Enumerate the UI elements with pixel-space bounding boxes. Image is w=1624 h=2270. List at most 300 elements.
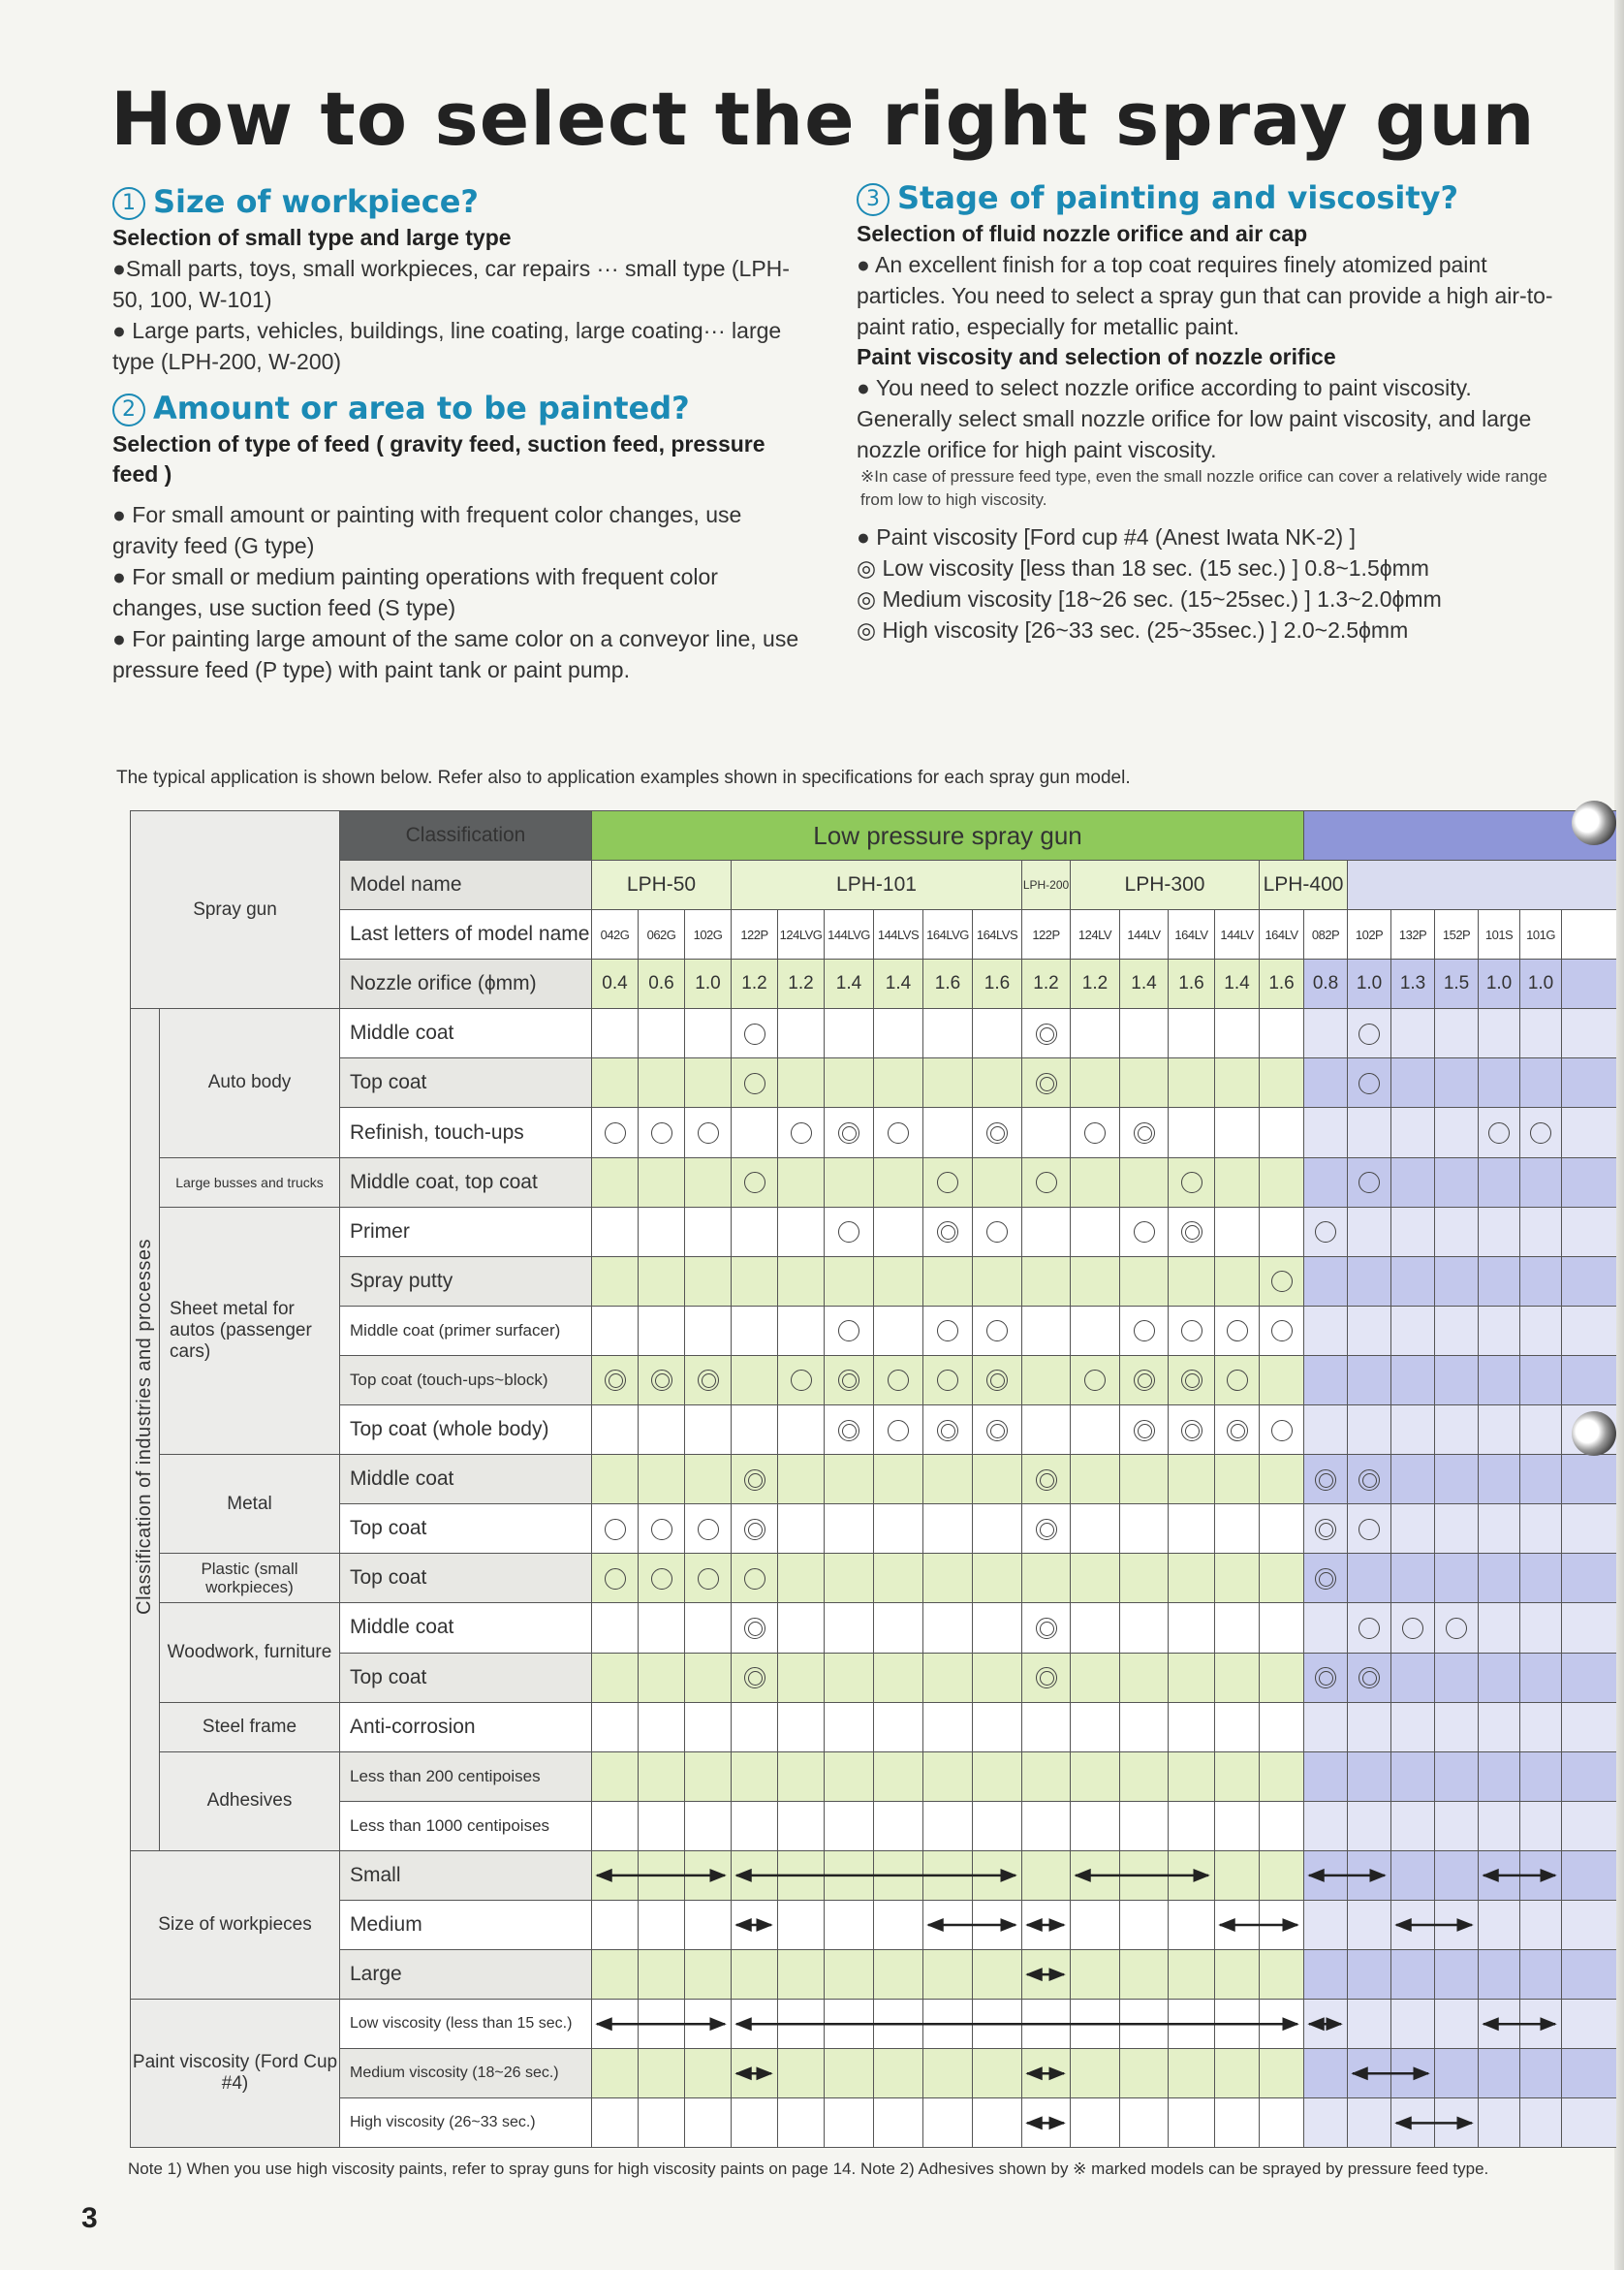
table-cell <box>685 1009 732 1058</box>
filler-cell <box>1562 1653 1616 1702</box>
table-cell <box>1071 1455 1120 1504</box>
double-circle-icon <box>986 1420 1008 1441</box>
table-cell <box>639 1554 685 1603</box>
table-cell <box>732 1455 778 1504</box>
table-cell <box>923 2098 973 2148</box>
table-cell <box>1435 2049 1479 2098</box>
table-cell <box>1071 1900 1120 1949</box>
table-cell <box>732 1751 778 1801</box>
table-cell <box>1120 1850 1169 1900</box>
section2-heading-text: Amount or area to be painted? <box>153 390 690 426</box>
table-cell <box>639 1405 685 1455</box>
table-cell <box>639 1058 685 1108</box>
table-cell <box>1120 1306 1169 1355</box>
process-label: Primer <box>340 1207 592 1256</box>
double-circle-icon <box>986 1370 1008 1391</box>
table-cell <box>1479 1900 1520 1949</box>
table-cell <box>639 2049 685 2098</box>
model-suffix: 144LVS <box>874 910 923 960</box>
table-cell <box>778 1653 825 1702</box>
table-cell <box>1520 1702 1562 1751</box>
table-cell <box>1120 1405 1169 1455</box>
table-cell <box>1479 1009 1520 1058</box>
model-suffix: 062G <box>639 910 685 960</box>
table-cell <box>732 2049 778 2098</box>
filler-cell <box>1562 1207 1616 1256</box>
section2-number: 2 <box>112 394 145 426</box>
table-cell <box>639 1653 685 1702</box>
table-cell <box>732 1058 778 1108</box>
table-cell <box>592 1058 639 1108</box>
process-label: Top coat (touch-ups~block) <box>340 1355 592 1404</box>
table-cell <box>1120 1455 1169 1504</box>
double-circle-icon <box>651 1370 672 1391</box>
model-name-blue <box>1348 861 1616 910</box>
double-circle-icon <box>698 1370 719 1391</box>
nozzle-value: 1.0 <box>1348 960 1391 1009</box>
table-cell <box>1391 1207 1435 1256</box>
table-cell <box>592 1504 639 1554</box>
table-cell <box>1479 1554 1520 1603</box>
model-name-0: LPH-50 <box>592 861 732 910</box>
table-cell <box>825 1554 874 1603</box>
circle-icon <box>888 1122 909 1144</box>
circle-icon <box>651 1568 672 1590</box>
circle-icon <box>888 1370 909 1391</box>
table-cell <box>592 1405 639 1455</box>
process-label: Refinish, touch-ups <box>340 1108 592 1157</box>
filler-cell <box>1562 1801 1616 1850</box>
table-cell <box>1022 1900 1071 1949</box>
filler-cell <box>1562 1554 1616 1603</box>
double-circle-icon <box>986 1122 1008 1144</box>
process-label: Top coat <box>340 1653 592 1702</box>
table-cell <box>825 1653 874 1702</box>
table-cell <box>1120 2000 1169 2049</box>
process-label: Middle coat, top coat <box>340 1157 592 1207</box>
table-cell <box>1260 2049 1304 2098</box>
table-cell <box>923 1207 973 1256</box>
circle-icon <box>1271 1320 1293 1341</box>
nozzle-value: 1.2 <box>1071 960 1120 1009</box>
process-label: Middle coat <box>340 1455 592 1504</box>
circle-icon <box>1227 1320 1248 1341</box>
table-cell <box>732 1900 778 1949</box>
model-suffix: 132P <box>1391 910 1435 960</box>
table-cell <box>1304 1058 1348 1108</box>
table-cell <box>923 1603 973 1653</box>
table-cell <box>1348 1653 1391 1702</box>
table-cell <box>1260 1504 1304 1554</box>
double-circle-icon <box>1181 1221 1202 1243</box>
process-label: Middle coat (primer surfacer) <box>340 1306 592 1355</box>
blue-header <box>1304 811 1616 861</box>
filler-cell <box>1562 1355 1616 1404</box>
table-cell <box>685 1504 732 1554</box>
table-cell <box>825 1801 874 1850</box>
double-circle-icon <box>1315 1667 1336 1688</box>
table-cell <box>732 1653 778 1702</box>
table-cell <box>1215 1950 1260 2000</box>
table-cell <box>1520 1850 1562 1900</box>
table-cell <box>1435 1653 1479 1702</box>
table-cell <box>1120 1256 1169 1306</box>
table-cell <box>1348 1207 1391 1256</box>
table-cell <box>1120 1554 1169 1603</box>
table-cell <box>1520 1009 1562 1058</box>
circle-icon <box>937 1320 958 1341</box>
double-circle-icon <box>838 1122 859 1144</box>
table-cell <box>778 1108 825 1157</box>
industries-label-cell <box>131 1009 160 1851</box>
table-cell <box>639 1108 685 1157</box>
table-cell <box>1479 1504 1520 1554</box>
table-cell <box>639 1950 685 2000</box>
table-cell <box>1304 1207 1348 1256</box>
table-cell <box>825 1207 874 1256</box>
double-circle-icon <box>1036 1469 1057 1491</box>
table-cell <box>592 1355 639 1404</box>
table-cell <box>1348 2098 1391 2148</box>
table-cell <box>1304 1950 1348 2000</box>
table-cell <box>639 1157 685 1207</box>
table-cell <box>1348 1108 1391 1157</box>
model-name-label: Model name <box>340 861 592 910</box>
table-cell <box>1215 2000 1260 2049</box>
circle-icon <box>838 1221 859 1243</box>
table-cell <box>592 1603 639 1653</box>
process-label: Middle coat <box>340 1603 592 1653</box>
table-cell <box>1215 1900 1260 1949</box>
filler-cell <box>1562 1702 1616 1751</box>
table-cell <box>1169 1801 1215 1850</box>
table-cell <box>732 1108 778 1157</box>
table-cell <box>778 2049 825 2098</box>
table-cell <box>825 2000 874 2049</box>
table-cell <box>1391 1355 1435 1404</box>
model-suffix: 102G <box>685 910 732 960</box>
double-circle-icon <box>1036 1073 1057 1094</box>
table-cell <box>1169 1603 1215 1653</box>
table-cell <box>1348 1554 1391 1603</box>
table-cell <box>639 1504 685 1554</box>
nozzle-value: 1.2 <box>1022 960 1071 1009</box>
table-cell <box>1215 1207 1260 1256</box>
table-cell <box>1391 1157 1435 1207</box>
table-cell <box>1260 1702 1304 1751</box>
double-circle-icon <box>1134 1370 1155 1391</box>
table-cell <box>1022 1702 1071 1751</box>
table-cell <box>1479 1405 1520 1455</box>
table-cell <box>1479 2049 1520 2098</box>
table-cell <box>1071 1157 1120 1207</box>
table-cell <box>685 1751 732 1801</box>
table-cell <box>592 2000 639 2049</box>
nozzle-value: 1.4 <box>1215 960 1260 1009</box>
table-cell <box>685 1850 732 1900</box>
table-cell <box>923 1850 973 1900</box>
double-circle-icon <box>838 1420 859 1441</box>
circle-icon <box>1446 1618 1467 1639</box>
selection-table <box>130 810 1616 2148</box>
nozzle-value: 1.4 <box>825 960 874 1009</box>
table-cell <box>778 1504 825 1554</box>
table-cell <box>825 1751 874 1801</box>
table-cell <box>1215 1256 1260 1306</box>
table-cell <box>1435 2000 1479 2049</box>
table-cell <box>1520 1653 1562 1702</box>
table-cell <box>778 1306 825 1355</box>
table-cell <box>1071 1603 1120 1653</box>
circle-icon <box>605 1568 626 1590</box>
filler-cell <box>1562 2049 1616 2098</box>
nozzle-value: 1.0 <box>685 960 732 1009</box>
table-cell <box>1169 1405 1215 1455</box>
table-cell <box>1304 1108 1348 1157</box>
table-cell <box>778 1801 825 1850</box>
table-cell <box>1391 1850 1435 1900</box>
table-cell <box>1391 1455 1435 1504</box>
table-cell <box>685 1058 732 1108</box>
table-cell <box>1260 1306 1304 1355</box>
table-cell <box>1120 1603 1169 1653</box>
table-cell <box>1022 1455 1071 1504</box>
filler-cell <box>1562 1157 1616 1207</box>
table-cell <box>1022 1355 1071 1404</box>
table-cell <box>1022 1950 1071 2000</box>
table-cell <box>1022 1801 1071 1850</box>
table-cell <box>1304 1009 1348 1058</box>
table-cell <box>1304 1306 1348 1355</box>
last-letters-label: Last letters of model name <box>340 910 592 960</box>
circle-icon <box>744 1568 765 1590</box>
table-cell <box>1022 1256 1071 1306</box>
table-cell <box>1520 1801 1562 1850</box>
process-label: High viscosity (26~33 sec.) <box>340 2098 592 2148</box>
table-cell <box>973 1900 1022 1949</box>
table-cell <box>825 1850 874 1900</box>
section3-heading <box>857 176 1554 219</box>
viscosity-line-0: ● Paint viscosity [Ford cup #4 (Anest Iwata NK-2) ] <box>857 524 1356 550</box>
table-cell <box>1120 1157 1169 1207</box>
table-cell <box>1022 1108 1071 1157</box>
table-cell <box>1022 2000 1071 2049</box>
table-cell <box>685 1900 732 1949</box>
table-cell <box>874 1653 923 1702</box>
table-cell <box>1435 1702 1479 1751</box>
spray-gun-label: Spray gun <box>131 811 340 1009</box>
table-cell <box>1520 1256 1562 1306</box>
table-cell <box>685 1950 732 2000</box>
table-cell <box>923 1751 973 1801</box>
table-cell <box>1435 1504 1479 1554</box>
model-suffix: 122P <box>1022 910 1071 960</box>
table-cell <box>778 1207 825 1256</box>
table-cell <box>778 1603 825 1653</box>
section1-number: 1 <box>112 187 145 220</box>
table-cell <box>1391 1603 1435 1653</box>
table-cell <box>778 1850 825 1900</box>
table-cell <box>923 1455 973 1504</box>
double-circle-icon <box>1315 1519 1336 1540</box>
table-cell <box>1071 1850 1120 1900</box>
table-cell <box>1071 1554 1120 1603</box>
filler-cell <box>1562 960 1616 1009</box>
model-name-3: LPH-300 <box>1071 861 1260 910</box>
table-cell <box>973 1207 1022 1256</box>
model-suffix: 101S <box>1479 910 1520 960</box>
table-cell <box>1071 1405 1120 1455</box>
table-cell <box>1348 1900 1391 1949</box>
table-cell <box>1071 1504 1120 1554</box>
table-cell <box>685 1801 732 1850</box>
section3-sub1: Selection of fluid nozzle orifice and air cap <box>857 221 1308 246</box>
section2-p1: ● For small amount or painting with frequent color changes, use gravity feed (G type) <box>112 502 742 558</box>
table-cell <box>592 1157 639 1207</box>
table-cell <box>1260 1355 1304 1404</box>
table-cell <box>825 1058 874 1108</box>
table-cell <box>1169 1751 1215 1801</box>
table-cell <box>825 1455 874 1504</box>
double-circle-icon <box>1134 1420 1155 1441</box>
model-suffix: 144LVG <box>825 910 874 960</box>
table-cell <box>923 1009 973 1058</box>
table-cell <box>973 1653 1022 1702</box>
table-cell <box>1435 1058 1479 1108</box>
section1-sub: Selection of small type and large type <box>112 225 512 250</box>
table-cell <box>1260 1653 1304 1702</box>
table-cell <box>825 1157 874 1207</box>
double-circle-icon <box>838 1370 859 1391</box>
circle-icon <box>888 1420 909 1441</box>
table-cell <box>1260 1009 1304 1058</box>
table-cell <box>1071 2098 1120 2148</box>
table-cell <box>1479 1157 1520 1207</box>
table-cell <box>825 1256 874 1306</box>
table-cell <box>1022 1058 1071 1108</box>
table-cell <box>1215 1355 1260 1404</box>
table-cell <box>1022 1306 1071 1355</box>
table-cell <box>874 1554 923 1603</box>
table-cell <box>1169 1207 1215 1256</box>
table-cell <box>1391 1405 1435 1455</box>
table-cell <box>1169 1850 1215 1900</box>
table-cell <box>1215 1702 1260 1751</box>
table-cell <box>1391 1950 1435 2000</box>
table-cell <box>1260 2000 1304 2049</box>
table-cell <box>1348 1504 1391 1554</box>
table-cell <box>1260 1455 1304 1504</box>
circle-icon <box>986 1320 1008 1341</box>
circle-icon <box>1359 1172 1380 1193</box>
filler-cell <box>1562 1058 1616 1108</box>
table-cell <box>1435 1108 1479 1157</box>
table-cell <box>923 1702 973 1751</box>
model-name-4: LPH-400 <box>1260 861 1348 910</box>
table-cell <box>1348 1355 1391 1404</box>
table-cell <box>1169 1504 1215 1554</box>
table-cell <box>1260 1603 1304 1653</box>
table-cell <box>1435 1009 1479 1058</box>
table-cell <box>732 1009 778 1058</box>
table-cell <box>923 1801 973 1850</box>
table-cell <box>1304 2098 1348 2148</box>
category-sheet-metal: Sheet metal for autos (passenger cars) <box>160 1207 340 1454</box>
table-cell <box>1391 1554 1435 1603</box>
table-cell <box>1260 1108 1304 1157</box>
table-cell <box>1435 1751 1479 1801</box>
table-cell <box>639 1207 685 1256</box>
category-woodwork: Woodwork, furniture <box>160 1603 340 1702</box>
process-label: Top coat (whole body) <box>340 1405 592 1455</box>
table-cell <box>778 1157 825 1207</box>
double-circle-icon <box>1181 1370 1202 1391</box>
table-cell <box>973 1108 1022 1157</box>
table-cell <box>1022 1751 1071 1801</box>
table-cell <box>1071 1702 1120 1751</box>
table-cell <box>1215 1751 1260 1801</box>
table-cell <box>973 1058 1022 1108</box>
process-label: Top coat <box>340 1058 592 1108</box>
table-cell <box>592 1009 639 1058</box>
table-cell <box>874 2000 923 2049</box>
table-cell <box>1391 1058 1435 1108</box>
table-cell <box>639 2000 685 2049</box>
table-cell <box>1071 2000 1120 2049</box>
table-cell <box>1348 2049 1391 2098</box>
circle-icon <box>1227 1370 1248 1391</box>
section2-p2: ● For small or medium painting operations with frequent color changes, use suction feed (S type) <box>112 564 718 620</box>
section1-p2: ● Large parts, vehicles, buildings, line coating, large coating··· large type (LPH-200, W-200) <box>112 318 782 374</box>
table-cell <box>685 1405 732 1455</box>
table-cell <box>592 1554 639 1603</box>
binder-hole-icon <box>1572 801 1616 845</box>
right-column <box>857 176 1554 646</box>
table-cell <box>1215 1801 1260 1850</box>
table-cell <box>1348 1058 1391 1108</box>
table-cell <box>973 1306 1022 1355</box>
table-cell <box>1169 1900 1215 1949</box>
table-cell <box>1169 1950 1215 2000</box>
table-cell <box>1304 2000 1348 2049</box>
table-cell <box>1479 1058 1520 1108</box>
process-label: Top coat <box>340 1504 592 1554</box>
table-cell <box>1304 1455 1348 1504</box>
table-cell <box>1120 1504 1169 1554</box>
table-cell <box>685 1355 732 1404</box>
table-cell <box>639 1009 685 1058</box>
table-cell <box>1348 1850 1391 1900</box>
table-cell <box>874 1306 923 1355</box>
process-label: Middle coat <box>340 1009 592 1058</box>
table-cell <box>1520 1554 1562 1603</box>
model-suffix: 124LVG <box>778 910 825 960</box>
table-cell <box>874 1950 923 2000</box>
table-cell <box>1348 1950 1391 2000</box>
table-cell <box>685 1207 732 1256</box>
circle-icon <box>744 1073 765 1094</box>
table-cell <box>1071 1653 1120 1702</box>
table-cell <box>592 1900 639 1949</box>
table-cell <box>1120 1950 1169 2000</box>
table-cell <box>1348 1009 1391 1058</box>
table-cell <box>1022 1504 1071 1554</box>
table-cell <box>1435 1850 1479 1900</box>
table-cell <box>1169 1108 1215 1157</box>
table-cell <box>1435 1306 1479 1355</box>
circle-icon <box>1402 1618 1423 1639</box>
table-cell <box>1260 1256 1304 1306</box>
